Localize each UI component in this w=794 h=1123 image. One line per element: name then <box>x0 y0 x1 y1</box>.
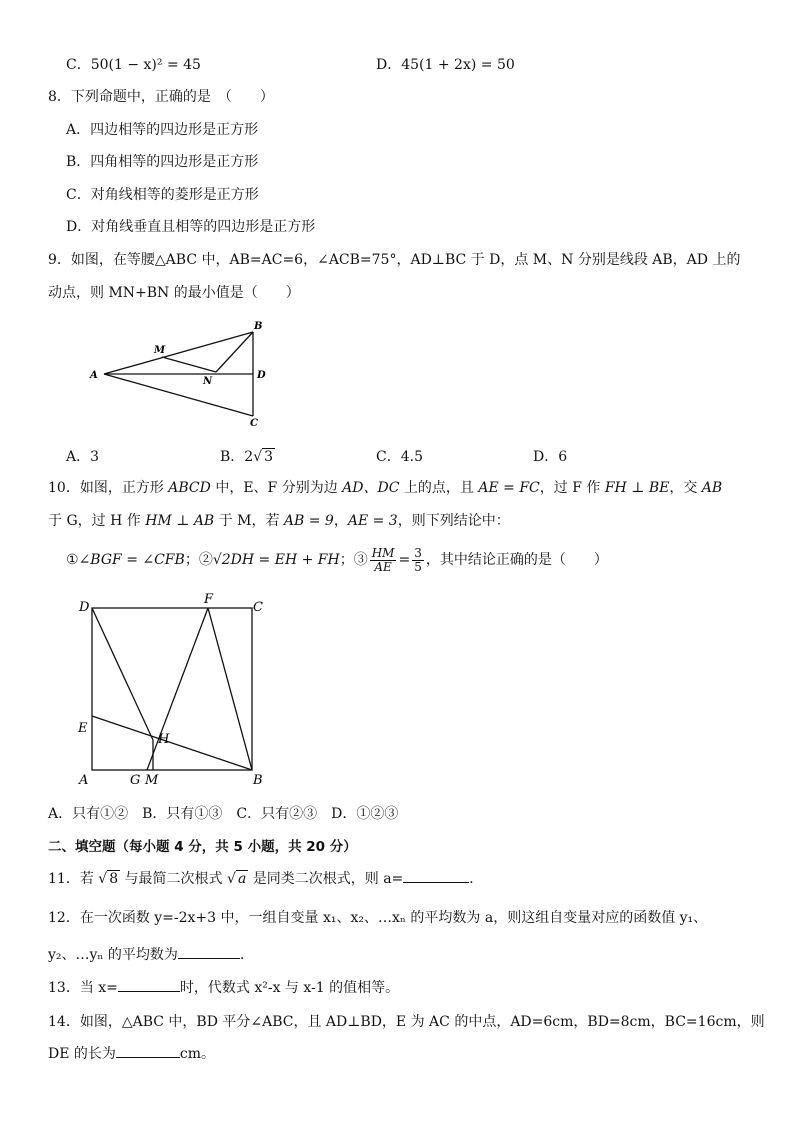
q10-stem-line2 <box>48 512 510 530</box>
q9-label-d: D <box>257 370 266 381</box>
q10-l2-b: HM ⊥ AB <box>145 513 215 529</box>
q10-l2-e: ， <box>333 513 348 529</box>
q9-stem-line2: 动点，则 MN+BN 的最小值是（ ） <box>48 285 300 301</box>
q10-label-a: A <box>79 773 89 788</box>
q9-segment-ab <box>104 332 253 374</box>
q10-l1-a: 10．如图，正方形 <box>48 480 169 496</box>
q12-line2-text: y₂、…yₙ 的平均数为 <box>48 947 178 963</box>
q10-l1-b: ABCD <box>168 480 211 496</box>
q14-line2 <box>48 1045 215 1063</box>
q10-l2-f: AE = 3 <box>347 513 398 529</box>
q8-option-a: A．四边相等的四边形是正方形 <box>66 122 259 138</box>
q10-l2-c: 于 M，若 <box>214 513 284 529</box>
q7-option-c <box>66 56 201 74</box>
q9-option-a: A．3 <box>66 449 100 465</box>
q8-option-d: D．对角线垂直且相等的四边形是正方形 <box>66 219 316 235</box>
q10-square <box>92 608 252 770</box>
q10-segment-fb <box>208 608 252 770</box>
q10-circle-3: ③ <box>353 552 368 568</box>
q10-conclusion-1: ∠BGF = ∠CFB <box>78 552 185 568</box>
q10-l1-d: AD、DC <box>342 480 400 496</box>
q11-sqrt-2: √ a <box>227 871 247 887</box>
q7-option-d <box>376 56 515 74</box>
q10-frac-den: AE <box>374 559 392 574</box>
q11-sqrt-1: √ 8 <box>98 871 119 887</box>
q9-option-b-prefix: B．2 <box>220 449 254 465</box>
q8-stem: 8．下列命题中，正确的是 （ ） <box>48 89 274 105</box>
q9-figure <box>80 316 280 436</box>
q9-stem-line1: 9．如图，在等腰△ABC 中，AB=AC=6，∠ACB=75°，AD⊥BC 于 D，点 M、N 分别是线段 AB，AD 上的 <box>48 252 741 268</box>
q14-line2-text: DE 的长为 <box>48 1046 116 1062</box>
q10-frac-eq: = <box>398 552 411 568</box>
q10-stem-line1 <box>48 479 722 497</box>
q8-option-b: B．四角相等的四边形是正方形 <box>66 154 259 170</box>
section-2-title: 二、填空题（每小题 4 分，共 5 小题，共 20 分） <box>48 839 357 855</box>
q10-val-num: 3 <box>414 545 422 560</box>
q11-answer-blank[interactable] <box>403 870 469 883</box>
q10-l1-j: AB <box>701 480 723 496</box>
q10-l2-a: 于 G，过 H 作 <box>48 513 146 529</box>
q9-label-m: M <box>154 345 166 356</box>
q9-label-b: B <box>254 321 263 332</box>
q10-conclusion-2: √2DH = EH + FH <box>212 552 340 568</box>
q14-line1: 14．如图，△ABC 中，BD 平分∠ABC，且 AD⊥BD，E 为 AC 的中点，AD=6cm，BD=8cm，BC=16cm，则 <box>48 1014 765 1030</box>
q9-option-b <box>220 448 275 466</box>
q10-label-g: G <box>130 773 141 788</box>
q10-val-den: 5 <box>414 559 422 574</box>
q10-l1-e: 上的点，且 <box>399 480 479 496</box>
q7-option-c-label: C． <box>66 57 91 73</box>
q11-suffix: 是同类二次根式，则 a= <box>248 871 404 887</box>
q7-option-c-expression: 50(1 − x)² = 45 <box>90 57 201 73</box>
q10-segment-fg <box>147 608 208 770</box>
q10-sep-1: ； <box>184 552 199 568</box>
q9-segment-mn <box>162 357 216 372</box>
q10-conclusion-3-value <box>412 547 424 574</box>
q13 <box>48 979 399 997</box>
q12-answer-blank[interactable] <box>178 946 240 959</box>
q10-l1-g: ，过 F 作 <box>539 480 605 496</box>
q12-line1: 12．在一次函数 y=-2x+3 中，一组自变量 x₁、x₂、…xₙ 的平均数为 a，则这组自变量对应的函数值 y₁、 <box>48 910 708 926</box>
q12-line2 <box>48 946 254 964</box>
q9-option-c: C．4.5 <box>376 449 423 465</box>
q10-l1-f: AE = FC <box>478 480 540 496</box>
q10-circle-1: ① <box>66 552 79 568</box>
q13-answer-blank[interactable] <box>118 979 180 992</box>
q9-option-b-radicand: 3 <box>264 449 274 465</box>
q14-end: cm。 <box>179 1046 216 1062</box>
q13-middle: 时，代数式 x²-x 与 x-1 的值相等。 <box>179 980 400 996</box>
q10-label-e: E <box>78 721 88 736</box>
q11 <box>48 870 483 888</box>
q14-answer-blank[interactable] <box>116 1045 180 1058</box>
q9-label-n: N <box>203 376 213 387</box>
q10-label-m: M <box>145 773 159 788</box>
q7-option-d-expression: 45(1 + 2x) = 50 <box>401 57 515 73</box>
q9-option-b-sqrt: √ 3 <box>253 449 274 465</box>
q10-l1-c: 中，E、F 分别为边 <box>210 480 343 496</box>
q10-conclusions <box>66 546 608 574</box>
q10-label-b: B <box>253 773 263 788</box>
q7-option-d-label: D． <box>376 57 402 73</box>
q9-segment-bn <box>216 332 253 372</box>
q10-sep-2: ； <box>339 552 354 568</box>
q10-l2-g: ，则下列结论中： <box>397 513 510 529</box>
q10-tail: ，其中结论正确的是（ ） <box>425 552 608 568</box>
q10-label-d: D <box>79 600 90 615</box>
q12-end: ． <box>239 947 254 963</box>
q11-radicand-1: 8 <box>109 871 119 887</box>
q10-frac-num: HM <box>371 545 395 560</box>
q10-label-f: F <box>204 592 214 607</box>
q9-segment-ac <box>104 374 253 416</box>
q11-radicand-2: a <box>237 871 247 887</box>
q11-prefix: 11．若 <box>48 871 99 887</box>
q13-prefix: 13．当 x= <box>48 980 118 996</box>
q11-middle: 与最简二次根式 <box>120 871 228 887</box>
q10-l1-i: ，交 <box>669 480 702 496</box>
q10-figure <box>72 592 272 792</box>
q10-label-h: H <box>158 732 170 747</box>
q9-label-c: C <box>250 418 258 429</box>
q11-end: ． <box>469 871 484 887</box>
q10-l2-d: AB = 9 <box>283 513 334 529</box>
q8-option-c: C．对角线相等的菱形是正方形 <box>66 187 259 203</box>
q10-options: A．只有①② B．只有①③ C．只有②③ D．①②③ <box>48 806 399 822</box>
q9-option-d: D．6 <box>533 449 568 465</box>
q10-l1-h: FH ⊥ BE <box>604 480 670 496</box>
q10-label-c: C <box>253 600 263 615</box>
q9-label-a: A <box>90 370 98 381</box>
q10-segment-eb <box>92 716 252 770</box>
q10-conclusion-3-fraction <box>370 547 397 574</box>
q10-circle-2: ② <box>198 552 213 568</box>
q10-segment-dh <box>92 608 153 740</box>
